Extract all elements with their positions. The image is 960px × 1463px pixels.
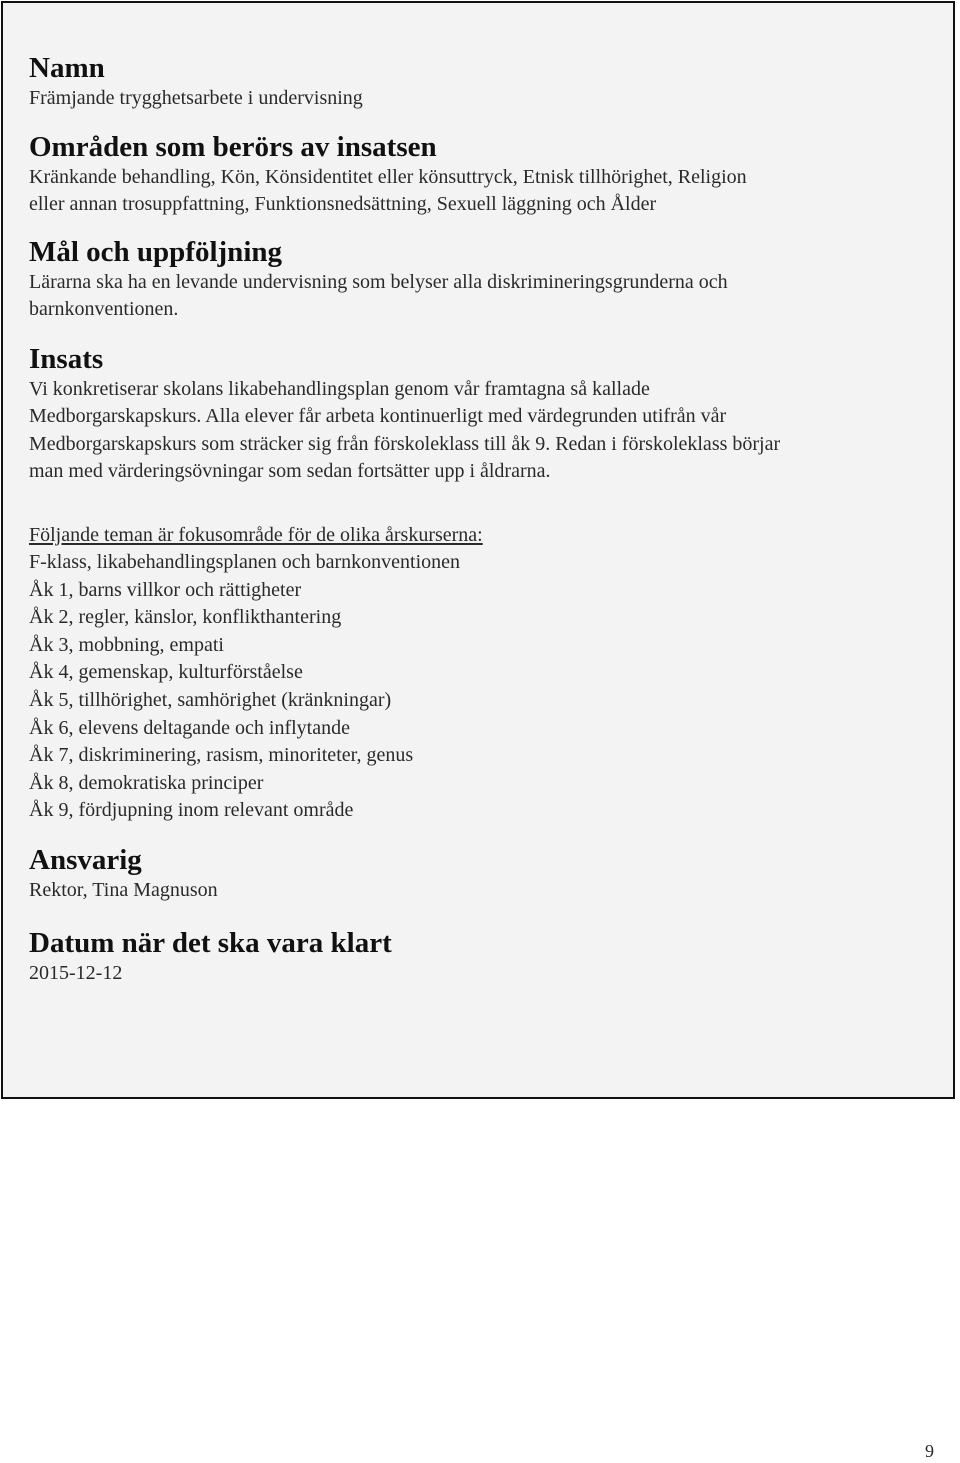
section-omraden [29,130,929,219]
text-insats-line-3: Medborgarskapskurs som sträcker sig från förskoleklass till åk 9. Redan i förskoleklass börjar [29,432,781,455]
document-frame [1,1,955,1099]
list-item: Åk 4, gemenskap, kulturförståelse [29,661,303,684]
heading-mal: Mål och uppföljning [29,235,282,268]
section-insats [29,342,929,486]
heading-namn: Namn [29,52,105,84]
text-insats-line-2: Medborgarskapskurs. Alla elever får arbeta kontinuerligt med värdegrunden utifrån vår [29,405,727,427]
list-item: Åk 3, mobbning, empati [29,633,224,656]
list-item: Åk 2, regler, känslor, konflikthantering [29,606,342,629]
text-omraden-line-2: eller annan trosuppfattning, Funktionsnedsättning, Sexuell läggning och Ålder [29,193,657,215]
heading-omraden: Områden som berörs av insatsen [29,130,437,163]
text-namn: Främjande trygghetsarbete i undervisning [29,87,363,109]
list-item: Åk 7, diskriminering, rasism, minoriteter, genus [29,744,414,767]
section-fokus [29,522,929,825]
list-item: Åk 9, fördjupning inom relevant område [29,799,354,822]
topics-list [29,549,929,825]
heading-ansvarig: Ansvarig [29,843,142,876]
heading-fokus: Följande teman är fokusområde för de olika årskurserna: [29,523,483,546]
list-item: Åk 8, demokratiska principer [29,771,264,794]
section-datum [29,926,929,988]
text-mal-line-1: Lärarna ska ha en levande undervisning som belyser alla diskrimineringsgrunderna och [29,270,728,293]
list-item: Åk 5, tillhörighet, samhörighet (kränkningar) [29,688,392,711]
text-ansvarig: Rektor, Tina Magnuson [29,878,218,901]
list-item: Åk 1, barns villkor och rättigheter [29,578,302,601]
text-omraden-line-1: Kränkande behandling, Kön, Könsidentitet eller könsuttryck, Etnisk tillhörighet, Religion [29,165,747,188]
text-insats-line-1: Vi konkretiserar skolans likabehandlingsplan genom vår framtagna så kallade [29,377,650,400]
section-mal [29,235,929,324]
text-datum: 2015-12-12 [29,962,123,985]
page-number: 9 [925,1441,934,1461]
heading-datum: Datum när det ska vara klart [29,927,392,960]
list-item: Åk 6, elevens deltagande och inflytande [29,716,350,739]
text-mal-line-2: barnkonventionen. [29,298,179,320]
document-content [29,51,929,988]
section-namn [29,51,929,113]
heading-insats: Insats [29,342,104,375]
section-ansvarig [29,843,929,905]
list-item: F-klass, likabehandlingsplanen och barnkonventionen [29,551,461,573]
text-insats-line-4: man med värderingsövningar som sedan fortsätter upp i åldrarna. [29,460,551,482]
